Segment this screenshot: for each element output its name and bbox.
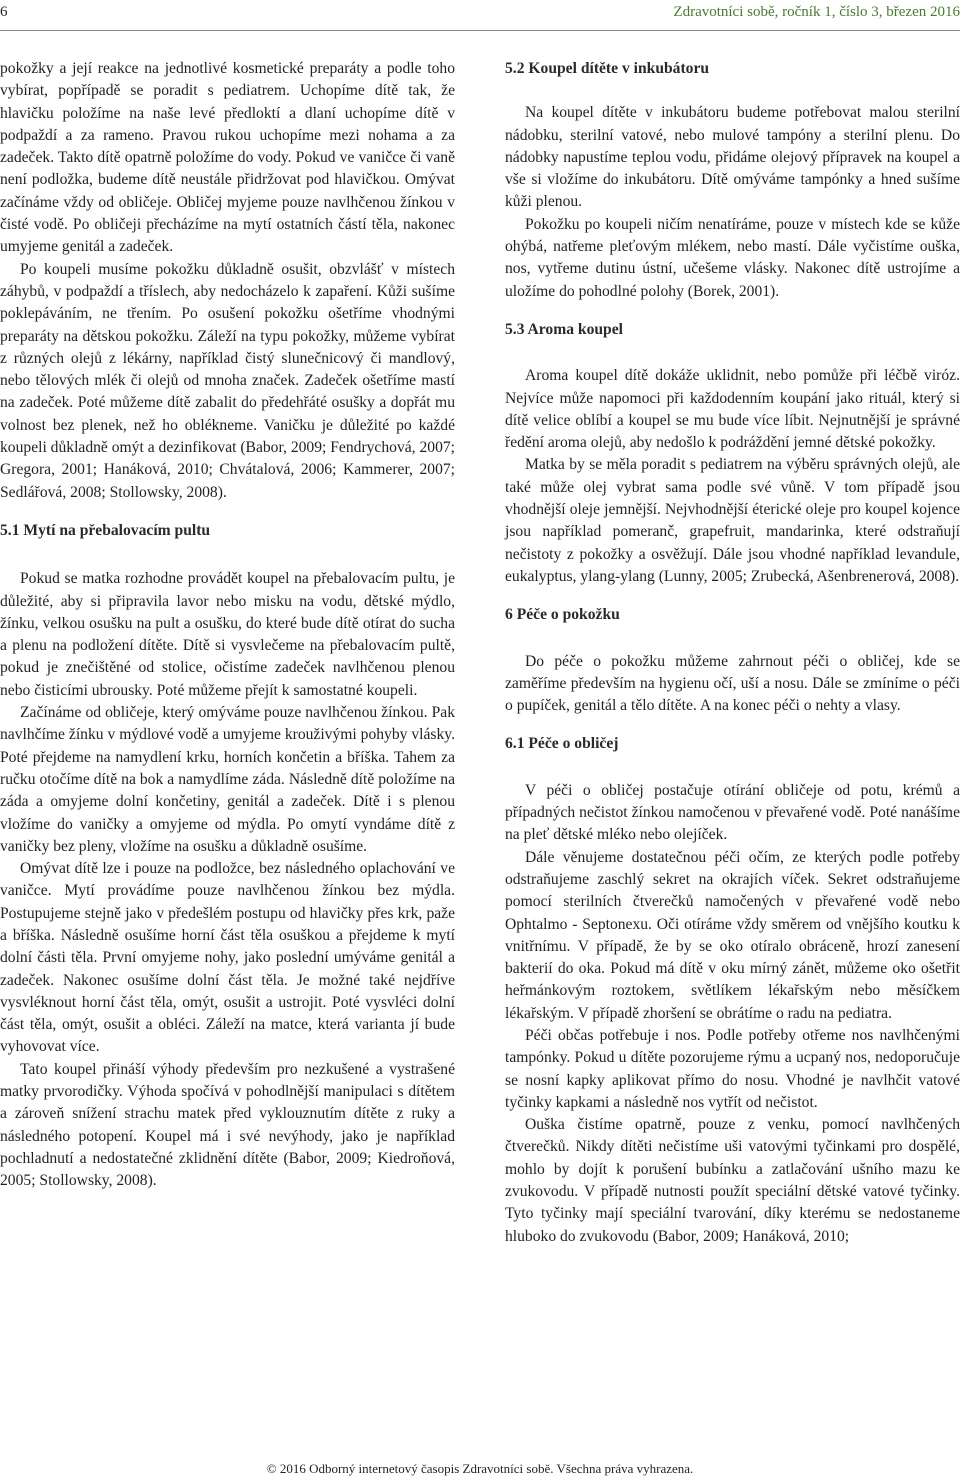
body-paragraph: Do péče o pokožku můžeme zahrnout péči o obličej, kde se zaměříme především na hygienu očí, uší a nosu. Dále se zmíníme o péči o pupíček, genitál a tělo dítěte. A na konec péči o nehty a vlasy. bbox=[505, 652, 960, 715]
header-rule bbox=[0, 30, 960, 31]
body-paragraph: Tato koupel přináší výhody především pro nezkušené a vystrašené matky prvorodičky. Výhoda spočívá v pohodlnější manipulaci s dítětem a zároveň snížení strachu matek před vyklouznutím dítěte z ruky a následného potopení. Koupel má i své nevýhody, jako je například pochladnutí a nedostatečné zklidnění dítěte (Babor, 2009; Kiedroňová, 2005; Stollowsky, 2008). bbox=[0, 1060, 455, 1190]
section-heading-5-2: 5.2 Koupel dítěte v inkubátoru bbox=[505, 60, 710, 77]
body-paragraph: Péči občas potřebuje i nos. Podle potřeby otřeme nos navlhčenými tampónky. Pokud u dítěte pozorujeme rýmu a ucpaný nos, nedoporučuje se nosní kapky aplikovat přímo do nosu. Vhodné je navlhčit vatové tyčinky kapkami a následně nos vytřít od nečistot. bbox=[505, 1026, 960, 1111]
body-paragraph: Ouška čistíme opatrně, pouze z venku, pomocí navlhčených čtverečků. Nikdy dítěti nečistíme uši vatovými tyčinkami pro dospělé, mohlo by dojít k porušení bubínku a zatlačování ušního mazu ke zvukovodu. V případě nutnosti použít speciální dětské vatové tyčinky. Tyto tyčinky mají speciální tvarování, díky kterému se nedostaneme hluboko do zvukovodu (Babor, 2009; Hanáková, 2010; bbox=[505, 1116, 960, 1245]
page-footer: © 2016 Odborný internetový časopis Zdravotníci sobě. Všechna práva vyhrazena. bbox=[266, 1461, 694, 1476]
body-paragraph: Omývat dítě lze i pouze na podložce, bez následného oplachování ve vaničce. Mytí provádíme pouze navlhčenou žínkou bez mýdla. Postupujeme stejně jako v předešlém postupu od hlavičky přes krk, paže a bříška. Následně osušíme horní část těla osuškou a přejdeme k mytí dolní části těla. První omyjeme nohy, jako poslední umýváme genitál a zadeček. Nakonec osušíme dolní část těla. Je možné také nejdříve vysvléknout horní část těla, omýt, osušit a ustrojit. Poté vysvléci dolní část těla, omýt, osušit a obléci. Záleží na matce, která varianta jí bude vyhovovat více. bbox=[0, 860, 455, 1056]
section-heading-6-1: 6.1 Péče o obličej bbox=[505, 735, 619, 753]
section-heading-5-1: 5.1 Mytí na přebalovacím pultu bbox=[0, 521, 211, 539]
body-paragraph: V péči o obličej postačuje otírání obličeje od potu, krémů a případných nečistot žínkou namočenou v převařené vodě. Poté nanášíme na pleť dětské mléko nebo olejíček. bbox=[505, 781, 960, 844]
section-heading-5-3: 5.3 Aroma koupel bbox=[505, 320, 623, 338]
page-number: 6 bbox=[0, 4, 8, 20]
journal-title: Zdravotníci sobě, ročník 1, číslo 3, březen 2016 bbox=[673, 4, 960, 20]
left-column bbox=[0, 58, 455, 1193]
body-paragraph: Pokud se matka rozhodne provádět koupel na přebalovacím pultu, je důležité, aby si připravila lavor nebo misku na vodu, dětské mýdlo, žínku, velkou osušku na pult a osušku, do které bude dítě otírat do sucha a plenu na podložení dítěte. Dítě si vysvlečeme na přebalovacím pultě, pokud je znečištěné od stolice, očistíme zadeček navlhčenou plenou nebo čisticími ubrousky. Poté můžeme přejít k samostatné koupeli. bbox=[0, 570, 455, 699]
body-paragraph: Po koupeli musíme pokožku důkladně osušit, obzvlášť v místech záhybů, v podpaždí a tříslech, aby nedocházelo k zapaření. Kůži sušíme poklepáváním, ne třením. Po osušení pokožku ošetříme vhodnými preparáty na dětskou pokožku. Záleží na typu pokožky, můžeme vybírat z různých olejů z lékárny, například čistý slunečnicový či mandlový, nebo tělových mlék či olejů od mnoha značek. Zadeček ošetříme mastí na zadeček. Poté můžeme dítě zabalit do předehřáté osušky a dopřát mu volnost bez plenek, než ho oblékneme. Vaničku je důležité po každé koupeli důkladně omýt a dezinfikovat (Babor, 2009; Fendrychová, 2007; Gregora, 2001; Hanáková, 2010; Chvátalová, 2006; Kammerer, 2007; Sedlářová, 2008; Stollowsky, 2008). bbox=[0, 260, 455, 501]
body-paragraph: Dále věnujeme dostatečnou péči očím, ze kterých podle potřeby odstraňujeme zaschlý sekret na okrajích víček. Sekret odstraňujeme pomocí sterilních čtverečků namočených v převařené vodě nebo Ophtalmo - Septonexu. Oči otíráme vždy směrem od vnějšího koutku k vnitřnímu. V případě, že by se oko otíralo obráceně, hrozí zanesení bakterií do oka. Pokud má dítě v oku mírný zánět, můžeme oko ošetřit heřmánkovým roztokem, světlíkem lékařským nebo měsíčkem lékařským. V případě zhoršení se obrátíme o radu na pediatra. bbox=[505, 848, 960, 1022]
body-paragraph: Začínáme od obličeje, který omýváme pouze navlhčenou žínkou. Pak navlhčíme žínku v mýdlové vodě a umyjeme krouživými pohyby vlásky. Poté přejdeme na namydlení krku, horních končetin a bříška. Tahem za ručku otočíme dítě na bok a namydlíme záda. Následně dítě položíme na záda a omyjeme dolní končetiny, genitál a zadeček. Dítě i s plenou vložíme do vaničky a omyjeme od mýdla. Po omytí vyndáme dítě z vaničky bez pleny, vložíme na osušku a důkladně osušíme. bbox=[0, 704, 455, 855]
intro-paragraph: pokožky a její reakce na jednotlivé kosmetické preparáty a podle toho vybírat, popřípadě se poradit s pediatrem. Uchopíme dítě tak, že hlavičku položíme na naše levé předloktí a dlaní uchopíme dítě v podpaždí a za rameno. Pravou rukou uchopíme mezi nohama a za zadeček. Takto dítě opatrně položíme do vody. Pokud ve vaničce či vaně není podložka, budeme dítě neustále přidržovat pod hlavičkou. Omývat začínáme vždy od obličeje. Obličej myjeme pouze navlhčenou žínkou v čisté vodě. Po obličeji přecházíme na mytí ostatních částí těla, nakonec umyjeme genitál a zadeček. bbox=[0, 60, 455, 256]
body-paragraph: Pokožku po koupeli ničím nenatíráme, pouze v místech kde se kůže ohýbá, natřeme pleťovým mlékem, nebo mastí. Dále vyčistíme ouška, nos, vytřeme dutinu ústní, učešeme vlásky. Nakonec dítě ustrojíme a uložíme do pohodlné polohy (Borek, 2001). bbox=[505, 215, 960, 300]
body-paragraph: Na koupel dítěte v inkubátoru budeme potřebovat malou sterilní nádobku, sterilní vatové, nebo mulové tampóny a sterilní plenu. Do nádobky napustíme teplou vodu, přidáme olejový přípravek na koupel a vše si vložíme do inkubátoru. Dítě omýváme tampónky a hned sušíme kůži plenou. bbox=[505, 104, 960, 211]
page-header bbox=[0, 4, 960, 26]
section-heading-6: 6 Péče o pokožku bbox=[505, 606, 620, 624]
body-paragraph: Matka by se měla poradit s pediatrem na výběru správných olejů, ale také může olej vybrat sama podle své vůně. V tom případě jsou vhodnější oleje jemnější. Nejvhodnější éterické oleje pro koupel kojence jsou například pomeranč, grapefruit, mandarinka, které odstraňují nečistoty z pokožky a osvěžují. Dále jsou vhodné například levandule, eukalyptus, ylang-ylang (Lunny, 2005; Zrubecká, Ašenbrenerová, 2008). bbox=[505, 456, 960, 585]
body-paragraph: Aroma koupel dítě dokáže uklidnit, nebo pomůže při léčbě viróz. Nejvíce může napomoci při každodenním koupání jako rituál, který si dítě velice oblíbí a koupel se mu bude více líbit. Nejnutnější je správné ředění aroma olejů, aby nedošlo k podráždění jemné dětské pokožky. bbox=[505, 367, 960, 452]
right-column bbox=[505, 58, 960, 1248]
